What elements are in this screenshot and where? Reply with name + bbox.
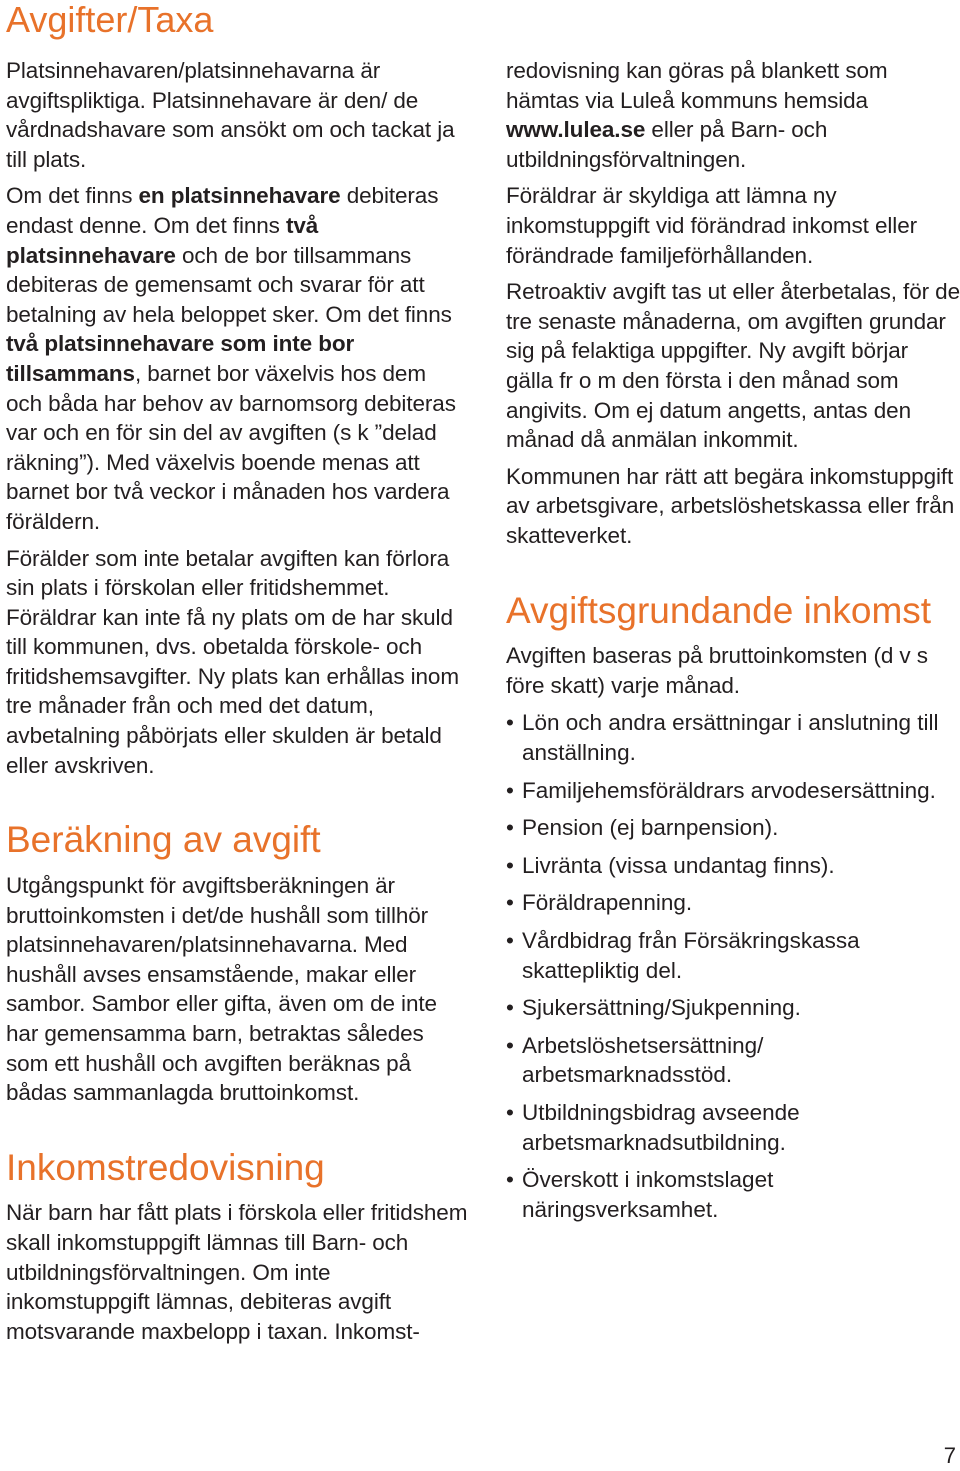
paragraph-avgiftspliktiga: Platsinnehavaren/platsinnehavarna är avgiftspliktiga. Platsinnehavare är den/ de vårdnadshavare som ansökt om och tackat ja till plats.: [6, 58, 455, 172]
list-item: [506, 708, 960, 767]
left-column: [6, 56, 468, 1353]
list-item-text: Utbildningsbidrag avseende arbetsmarknadsutbildning.: [522, 1099, 800, 1155]
list-item: [506, 813, 960, 843]
heading-avgifter-taxa: Avgifter/Taxa: [6, 0, 214, 40]
list-item-text: Pension (ej barnpension).: [522, 815, 779, 841]
paragraph-berakning: Utgångspunkt för avgiftsberäkningen är bruttoinkomsten i det/de hushåll som tillhör platsinnehavaren/platsinnehavarna. Med hushåll avses ensamstående, makar eller sambor. Sambor eller gifta, även om de inte har gemensamma barn, betraktas således som ett hushåll och avgiften beräknas på bådas sammanlagda bruttoinkomst.: [6, 872, 437, 1106]
list-item-text: Arbetslöshetsersättning/ arbetsmarknadsstöd.: [522, 1032, 764, 1088]
heading-inkomstredovisning: Inkomstredovisning: [6, 1146, 325, 1188]
list-item: [506, 851, 960, 881]
bullet-icon: •: [506, 852, 514, 878]
list-item-text: Familjehemsföräldrars arvodesersättning.: [522, 777, 936, 803]
link-lulea-se[interactable]: www.lulea.se: [506, 117, 646, 143]
paragraph-retroaktiv-avgift: Retroaktiv avgift tas ut eller återbetalas, för de tre senaste månaderna, om avgiften grundar sig på felaktiga uppgifter. Ny avgift börjar gälla fr o m den första i den månad som angivits. Om ej datum angetts, antas den månad då anmälan inkommit.: [506, 279, 960, 453]
list-item-text: Sjukersättning/Sjukpenning.: [522, 995, 801, 1021]
paragraph-kommunen-ratt: Kommunen har rätt att begära inkomstuppgift av arbetsgivare, arbetslöshetskassa eller från skatteverket.: [506, 463, 955, 548]
list-item: [506, 1165, 960, 1224]
list-item-text: Överskott i inkomstslaget näringsverksamhet.: [522, 1167, 774, 1222]
bullet-icon: •: [506, 710, 514, 736]
list-item: [506, 776, 960, 806]
paragraph-ej-betald-avgift: Förälder som inte betalar avgiften kan förlora sin plats i förskolan eller fritidshemmet. Föräldrar kan inte få ny plats om de har skuld till kommunen, dvs. obetalda förskole- och fritidshemsavgifter. Ny plats kan erhållas inom tre månader från och med det datum, avbetalning påbörjats eller skulden är betald eller avskriven.: [6, 545, 459, 778]
list-item: [506, 1098, 960, 1157]
list-item: [506, 1031, 960, 1090]
paragraph-bruttoinkomst: Avgiften baseras på bruttoinkomsten (d v s före skatt) varje månad.: [506, 643, 928, 698]
bullet-icon: •: [506, 1167, 514, 1193]
heading-avgiftsgrundande-inkomst: Avgiftsgrundande inkomst: [506, 589, 932, 631]
paragraph-platsinnehavare-debitering: Om det finns en platsinnehavare debiteras endast denne. Om det finns två platsinnehavare och de bor tillsammans debiteras de gemensamt och svarar för att betalning av hela beloppet sker. Om det finns två platsinnehavare som inte bor tillsammans, barnet bor växelvis hos dem och båda har behov av barnomsorg debiteras var och en för sin del av avgiften (s k ”delad räkning”). Med växelvis boende menas att barnet bor två veckor i månaden hos vardera föräldern.: [6, 183, 456, 534]
list-item-text: Föräldrapenning.: [522, 890, 693, 916]
list-item-text: Lön och andra ersättningar i anslutning till anställning.: [522, 710, 939, 765]
page-number: 7: [943, 1443, 956, 1468]
list-item-text: Livränta (vissa undantag finns).: [522, 852, 835, 878]
paragraph-ny-inkomstuppgift: Föräldrar är skyldiga att lämna ny inkomstuppgift vid förändrad inkomst eller förändrade familjeförhållanden.: [506, 183, 917, 268]
income-list: [506, 708, 960, 1224]
bullet-icon: •: [506, 995, 514, 1021]
bullet-icon: •: [506, 927, 514, 953]
heading-berakning-av-avgift: Beräkning av avgift: [6, 819, 321, 861]
list-item: [506, 888, 960, 918]
paragraph-inkomstredovisning: När barn har fått plats i förskola eller fritidshem skall inkomstuppgift lämnas till Barn- och utbildningsförvaltningen. Om inte inkomstuppgift lämnas, debiteras avgift motsvarande maxbelopp i taxan. Inkomst-: [6, 1200, 468, 1344]
right-column: [506, 56, 960, 1232]
list-item: [506, 993, 960, 1023]
bullet-icon: •: [506, 1032, 514, 1058]
bullet-icon: •: [506, 890, 514, 916]
bullet-icon: •: [506, 777, 514, 803]
list-item-text: Vårdbidrag från Försäkringskassa skattepliktig del.: [522, 927, 860, 983]
list-item: [506, 926, 960, 985]
paragraph-blankett: redovisning kan göras på blankett som hämtas via Luleå kommuns hemsida www.lulea.se eller på Barn- och utbildningsförvaltningen.: [506, 58, 888, 172]
bullet-icon: •: [506, 815, 514, 841]
bullet-icon: •: [506, 1099, 514, 1125]
